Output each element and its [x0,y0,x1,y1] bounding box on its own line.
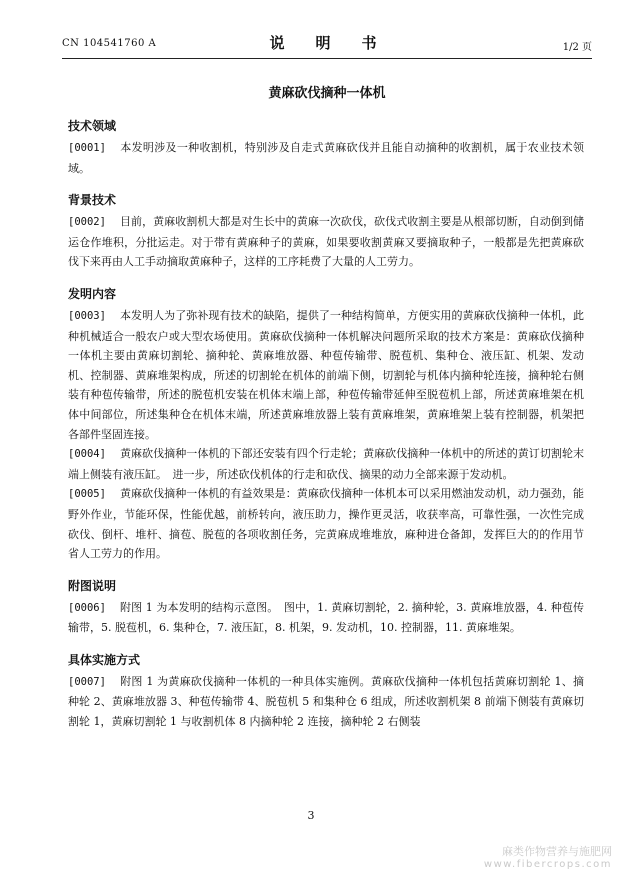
paragraph [68,598,584,638]
watermark-name: 麻类作物营养与施肥网 [502,845,612,858]
section-heading: 发明内容 [68,286,117,301]
section-heading: 具体实施方式 [68,652,141,667]
watermark [484,845,612,871]
section-heading: 技术领域 [68,119,117,133]
page-indicator: 1/2 页 [562,42,592,53]
paragraph-number: [0004] [68,448,106,461]
watermark-url: www.fibercrops.com [483,859,612,870]
document-title: 黄麻砍伐摘种一体机 [268,86,386,101]
paragraph [68,672,584,732]
paragraph-number: [0003] [68,309,106,322]
paragraph [68,484,584,563]
section-summary [68,286,584,564]
paragraph-number: [0006] [68,601,106,614]
paragraph-number: [0007] [68,675,106,688]
header-rule [62,58,592,59]
paragraph [68,306,584,444]
page-header [62,32,592,54]
paragraph [68,138,584,178]
paragraph-number: [0001] [68,142,106,154]
paragraph-text: 附图 1 为黄麻砍伐摘种一体机的一种具体实施例。黄麻砍伐摘种一体机包括黄麻切割轮 1、摘种轮 2、黄麻堆放器 3、种苞传输带 4、脱苞机 5 和集种仓 6 组成，所述收割机架 8 前端下侧装有黄麻切割轮 1，黄麻切割轮 1 与收割机体 8 内摘种轮 2 连接，摘种轮 2 右侧装 [68,674,584,729]
paragraph-text: 附图 1 为本发明的结构示意图。 图中，1. 黄麻切割轮，2. 摘种轮，3. 黄麻堆放器，4. 种苞传输带，5. 脱苞机，6. 集种仓，7. 液压缸，8. 机架，9. 发动机，10. 控制器，11. 黄麻堆架。 [68,600,584,635]
section-heading: 背景技术 [68,193,117,208]
paragraph-text: 黄麻砍伐摘种一体机的有益效果是：黄麻砍伐摘种一体机本可以采用燃油发动机，动力强劲，能野外作业，节能环保，性能优越，前桥转向，液压助力，操作更灵活，收获率高，可靠性强，一次性完成砍伐、倒杆、堆杆、摘苞、脱苞的各项收割任务，完黄麻成堆堆放，麻种进仓备卸，发挥巨大的的作用节省人工劳力的作用。 [68,487,584,561]
paragraph [68,444,584,484]
page-number: 3 [307,809,315,822]
paragraph-number: [0002] [68,216,106,229]
section-technical-field [68,118,584,178]
document-number: CN 104541760 A [62,38,157,49]
paragraph-number: [0005] [68,488,106,501]
paragraph-text: 本发明涉及一种收割机，特别涉及自走式黄麻砍伐并且能自动摘种的收割机，属于农业技术领域。 [68,141,584,175]
paragraph [68,212,584,272]
section-embodiment [68,652,584,732]
paragraph-text: 黄麻砍伐摘种一体机的下部还安装有四个行走轮；黄麻砍伐摘种一体机中的所述的黄订切割轮末端上侧装有液压缸。 进一步，所述砍伐机体的行走和砍伐、摘果的动力全部来源于发动机。 [68,447,584,481]
section-heading: 附图说明 [68,578,117,593]
document-type: 说 明 书 [269,34,385,52]
paragraph-text: 本发明人为了弥补现有技术的缺陷，提供了一种结构简单，方便实用的黄麻砍伐摘种一体机，此种机械适合一般农户或大型农场使用。黄麻砍伐摘种一体机解决问题所采取的技术方案是：黄麻砍伐摘种一体机主要由黄麻切割轮、摘种轮、黄麻堆放器、种苞传输带、脱苞机、集种仓、液压缸、机架、发动机、控制器、黄麻堆架构成，所述的切割轮在机体的前端下侧，切割轮与机体内摘种轮连接，摘种轮右侧装有种苞传输带，所述的脱苞机安装在机体末端上部，种苞传输带延伸至脱苞机上部，所述黄麻堆架在机体中间部位，所述集种仓在机体末端，所述黄麻堆放器上装有黄麻堆架，黄麻堆架上装有控制器，机架把各部件坚固连接。 [68,308,584,441]
document-body [68,118,584,746]
section-drawings [68,578,584,638]
section-background [68,192,584,272]
paragraph-text: 目前，黄麻收割机大都是对生长中的黄麻一次砍伐，砍伐式收割主要是从根部切断，自动倒到储运仓作堆积，分批运走。对于带有黄麻种子的黄麻，如果要收割黄麻又要摘取种子，一般都是先把黄麻砍伐下来再由人工手动摘取黄麻种子，这样的工序耗费了大量的人工劳力。 [68,215,584,269]
